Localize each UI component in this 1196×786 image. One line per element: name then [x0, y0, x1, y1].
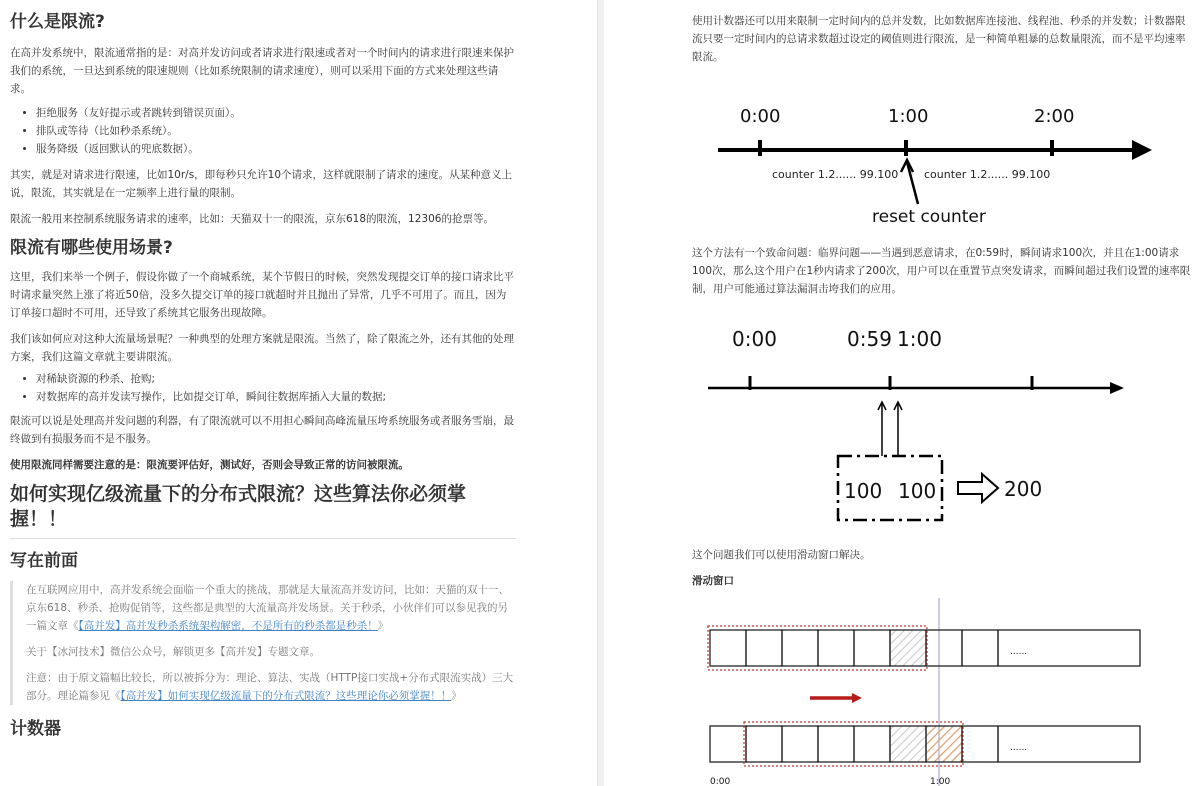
quote-paragraph: 在互联网应用中，高并发系统会面临一个重大的挑战，那就是大量流高并发访问，比如：天猫的双十一、京东618、秒杀、抢购促销等，这些都是典型的大流量高并发场景。关于秒杀，小伙伴们可以参见我的另一篇文章《【高并发】高并发秒杀系统架构解密，不是所有的秒杀都是秒杀！》 — [26, 584, 509, 632]
paragraph-warning: 使用限流同样需要注意的是：限流要评估好，测试好，否则会导致正常的访问被限流。 — [10, 459, 409, 471]
time-label: 2:00 — [1034, 106, 1075, 127]
list-item: • 拒绝服务（友好提示或者跳转到错误页面）。 — [36, 104, 516, 122]
sliding-window-figure — [692, 596, 1172, 786]
heading-scenarios: 限流有哪些使用场景? — [10, 238, 173, 258]
title-divider — [10, 538, 516, 539]
heading-counter: 计数器 — [10, 719, 61, 739]
counter-label: counter 1.2...... 99.100 — [924, 168, 1051, 181]
article-link-seckill[interactable]: 【高并发】高并发秒杀系统架构解密，不是所有的秒杀都是秒杀！ — [78, 620, 378, 632]
list-item: • 排队或等待（比如秒杀系统）。 — [36, 122, 516, 140]
article-link-theory[interactable]: 【高并发】如何实现亿级流量下的分布式限流？这些理论你必须掌握！！ — [120, 690, 452, 702]
list-item: • 服务降级（返回默认的兜底数据）。 — [36, 140, 516, 158]
paragraph-critical-issue: 这个方法有一个致命问题：临界问题——当遇到恶意请求，在0:59时，瞬间请求100次，并且在1:00请求100次，那么这个用户在1秒内请求了200次，用户可以在重置节点突发请求，而瞬间超过我们设置的速率限制，用户可能通过算法漏洞击垮我们的应用。 — [692, 247, 1191, 295]
paragraph-benefit: 限流可以说是处理高并发问题的利器，有了限流就可以不用担心瞬间高峰流量压垮系统服务或者服务雪崩，最终做到有损服务而不是不服务。 — [10, 415, 514, 445]
paragraph-usage: 限流一般用来控制系统服务请求的速率，比如：天猫双十一的限流，京东618的限流，12306的抢票等。 — [10, 213, 494, 225]
ellipsis-label: ...... — [1010, 647, 1028, 657]
heading-what-is-rate-limit: 什么是限流? — [10, 12, 105, 32]
request-count: 100 — [844, 479, 883, 503]
article-title: 如何实现亿级流量下的分布式限流？这些算法你必须掌握！！ — [10, 483, 467, 530]
paragraph-solution: 我们该如何应对这种大流量场景呢？一种典型的处理方案就是限流。当然了，除了限流之外，还有其他的处理方案，我们这篇文章就主要讲限流。 — [10, 333, 514, 363]
list-item: • 对数据库的高并发读写操作，比如提交订单，瞬间往数据库插入大量的数据; — [36, 388, 516, 406]
time-label: 0:59 — [847, 327, 892, 351]
quote-paragraph: 注意：由于原文篇幅比较长，所以被拆分为：理论、算法、实战（HTTP接口实战+分布式限流实战）三大部分。理论篇参见《【高并发】如何实现亿级流量下的分布式限流？这些理论你必须掌握！！》 — [26, 672, 514, 702]
ellipsis-label: ...... — [1010, 743, 1028, 753]
request-count: 100 — [898, 479, 937, 503]
quote-paragraph: 关于【冰河技术】微信公众号，解锁更多【高并发】专题文章。 — [26, 646, 320, 658]
foreword-quote — [10, 581, 516, 705]
reset-counter-label: reset counter — [872, 207, 986, 226]
paragraph-example: 这里，我们来举一个例子，假设你做了一个商城系统，某个节假日的时候，突然发现提交订单的接口请求比平时请求量突然上涨了将近50倍，没多久提交订单的接口就超时并且抛出了异常，几乎不可用了。而且，因为订单接口超时不可用，还导致了系统其它服务出现故障。 — [10, 271, 514, 319]
time-label: 1:00 — [897, 327, 942, 351]
paragraph-intro: 在高并发系统中，限流通常指的是：对高并发访问或者请求进行限速或者对一个时间内的请求进行限速来保护我们的系统，一旦达到系统的限速规则（比如系统限制的请求速度），则可以采用下面的方式来处理这些请求。 — [10, 47, 514, 95]
paragraph-rate-example: 其实，就是对请求进行限速，比如10r/s，即每秒只允许10个请求，这样就限制了请求的速度。从某种意义上说，限流，其实就是在一定频率上进行量的限制。 — [10, 169, 513, 199]
right-page — [604, 0, 1196, 786]
paragraph-sliding-solution: 这个问题我们可以使用滑动窗口解决。 — [692, 549, 871, 561]
time-label: 1:00 — [888, 106, 929, 127]
time-label: 1:00 — [930, 777, 951, 786]
counter-timeline-figure — [692, 76, 1172, 226]
paragraph-counter-desc: 使用计数器还可以用来限制一定时间内的总并发数，比如数据库连接池、线程池、秒杀的并发数；计数器限流只要一定时间内的总请求数超过设定的阈值则进行限流，是一种简单粗暴的总数量限流，而不是平均速率限流。 — [692, 15, 1186, 63]
time-label: 0:00 — [740, 106, 781, 127]
list-handling-methods — [10, 104, 516, 158]
list-scenarios — [10, 370, 516, 406]
counter-label: counter 1.2...... 99.100 — [772, 168, 899, 181]
total-count: 200 — [1004, 477, 1043, 501]
time-label: 0:00 — [732, 327, 777, 351]
time-label: 0:00 — [710, 777, 731, 786]
list-item: • 对稀缺资源的秒杀、抢购; — [36, 370, 516, 388]
boundary-problem-figure — [692, 306, 1172, 536]
heading-foreword: 写在前面 — [10, 551, 78, 571]
heading-sliding-window: 滑动窗口 — [692, 575, 734, 587]
